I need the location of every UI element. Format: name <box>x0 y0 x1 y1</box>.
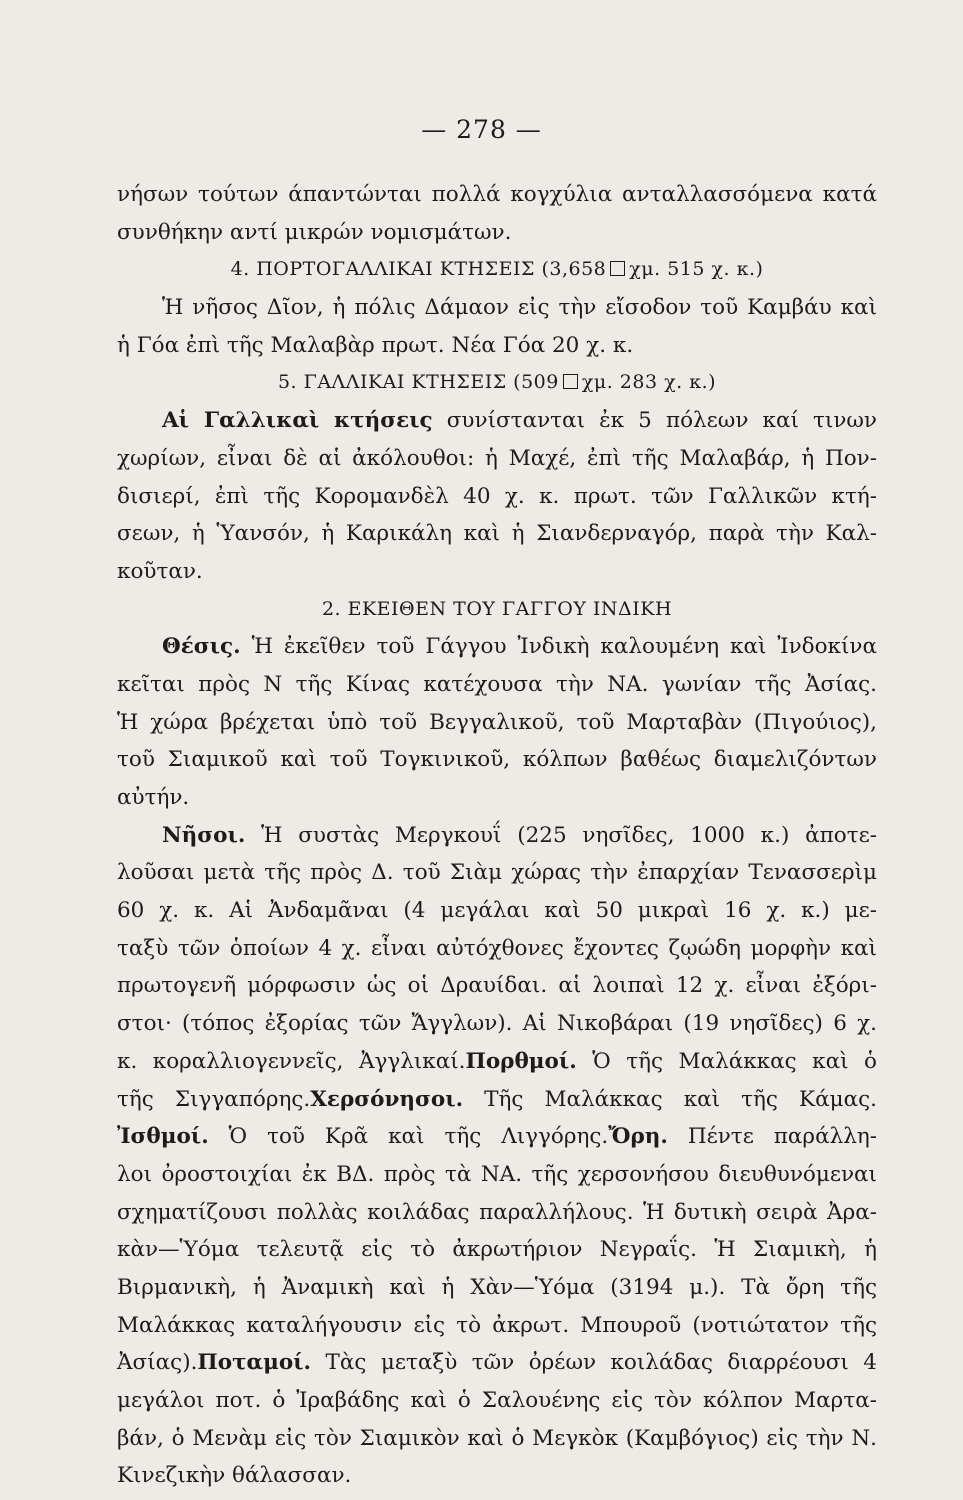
bold-heading: Πορθμοί. <box>465 1048 577 1074</box>
text-line <box>117 1420 877 1458</box>
line-text: Ὁ τοῦ Κρᾶ καὶ τῆς Λιγγόρης. <box>208 1124 609 1150</box>
text-line <box>117 741 877 779</box>
line-text: συνθήκην αντί μικρών νομισμάτων. <box>117 219 512 245</box>
square-symbol-icon <box>563 374 578 389</box>
line-text: Μαλάκκας καταλήγουσιν εἰς τὸ ἀκρωτ. Μπουροῦ (νοτιώτατον τῆς <box>117 1312 877 1338</box>
line-text: ἡ Γόα ἐπὶ τῆς Μαλαβὰρ πρωτ. Νέα Γόα 20 χ. κ. <box>117 332 634 358</box>
line-text: νήσων τούτων άπαντώνται πολλά κογχύλια ανταλλασσόμενα κατά <box>117 182 877 207</box>
body-text <box>117 176 877 1495</box>
page-number: — 278 — <box>421 115 542 144</box>
line-text: κεῖται πρὸς Ν τῆς Κίνας κατέχουσα τὴν ΝΑ. γωνίαν τῆς Ἀσίας. <box>117 671 877 697</box>
text-line <box>117 892 877 930</box>
text-line <box>117 402 877 440</box>
text-line <box>117 666 877 704</box>
line-text: βάν, ὁ Μενὰμ εἰς τὸν Σιαμικὸν καὶ ὁ Μεγκὸκ (Καμβόγιος) εἰς τὴν Ν. <box>117 1425 877 1451</box>
line-text: μεγάλοι ποτ. ὁ Ἰραβάδης καὶ ὁ Σαλουένης εἰς τὸν κόλπον Μαρτα- <box>117 1388 877 1413</box>
text-line <box>117 1344 877 1382</box>
text-line <box>117 1005 877 1043</box>
line-text: δισιερί, ἐπὶ τῆς Κορομανδὲλ 40 χ. κ. πρωτ. τῶν Γαλλικῶν κτή- <box>117 483 877 509</box>
line-text: 5. ΓΑΛΛΙΚΑΙ ΚΤΗΣΕΙΣ (509 <box>277 371 559 394</box>
text-line <box>117 1081 877 1119</box>
line-text: αὐτήν. <box>117 785 190 810</box>
line-text: Ἡ ἐκεῖθεν τοῦ Γάγγου Ἰνδικὴ καλουμένη καὶ Ἰνδοκίνα <box>240 634 877 660</box>
bold-heading: Χερσόνησοι. <box>310 1086 464 1112</box>
line-text: χμ. 515 χ. κ.) <box>629 258 764 281</box>
text-line <box>117 251 877 289</box>
text-line <box>117 967 877 1005</box>
line-text: Ὁ τῆς Μαλάκκας καὶ ὁ <box>576 1048 877 1074</box>
line-text: σεων, ἡ Ὑανσόν, ἡ Καρικάλη καὶ ἡ Σιανδερναγόρ, παρὰ τὴν Καλ- <box>117 521 877 547</box>
line-text: συνίστανται ἐκ 5 πόλεων καί τινων <box>432 408 877 434</box>
text-line <box>117 1194 877 1232</box>
text-line <box>117 854 877 892</box>
text-line <box>117 478 877 516</box>
text-line <box>117 1043 877 1081</box>
line-text: ταξὺ τῶν ὁποίων 4 χ. εἶναι αὐτόχθονες ἔχοντες ζῳώδη μορφὴν καὶ <box>117 935 877 961</box>
line-text: Βιρμανικὴ, ἡ Ἀναμικὴ καὶ ἡ Χὰν—Ὑόμα (3194 μ.). Τὰ ὄρη τῆς <box>117 1274 877 1300</box>
text-line <box>117 1382 877 1420</box>
line-text: Τὰς μεταξὺ τῶν ὀρέων κοιλάδας διαρρέουσι 4 <box>311 1350 877 1376</box>
text-line <box>117 214 877 252</box>
line-text: λοῦσαι μετὰ τῆς πρὸς Δ. τοῦ Σιὰμ χώρας τὴν ἐπαρχίαν Τενασσερὶμ <box>117 860 877 886</box>
text-line <box>117 289 877 327</box>
line-text: τοῦ Σιαμικοῦ καὶ τοῦ Τογκινικοῦ, κόλπων βαθέως διαμελιζόντων <box>117 747 877 773</box>
line-text: 2. ΕΚΕΙΘΕΝ ΤΟΥ ΓΑΓΓΟΥ ΙΝΔΙΚΗ <box>321 597 673 620</box>
line-text: Ἡ νῆσος Δῖον, ἡ πόλις Δάμαον εἰς τὴν εἴσοδον τοῦ Καμβάυ καὶ <box>162 295 877 321</box>
line-text: κὰν—Ὑόμα τελευτᾷ εἰς τὸ ἀκρωτήριον Νεγραΐς. Ἡ Σιαμικὴ, ἡ <box>117 1237 877 1263</box>
text-line <box>117 1118 877 1156</box>
text-line <box>117 515 877 553</box>
text-line <box>117 553 877 591</box>
line-text: κοῦταν. <box>117 558 203 584</box>
text-line <box>117 817 877 855</box>
text-line <box>117 779 877 817</box>
line-text: Ἀσίας). <box>117 1350 198 1376</box>
square-symbol-icon <box>610 261 625 276</box>
line-text: Ἡ συστὰς Μεργκουΐ (225 νησῖδες, 1000 κ.) ἀποτε- <box>245 822 877 848</box>
line-text: σχηματίζουσι πολλὰς κοιλάδας παραλλήλους. Ἡ δυτικὴ σειρὰ Ἀρα- <box>117 1199 877 1225</box>
bold-heading: Ποταμοί. <box>197 1350 312 1376</box>
line-text: κ. κοραλλιογεννεῖς, Ἀγγλικαί. <box>117 1048 466 1074</box>
line-text: στοι· (τόπος ἐξορίας τῶν Ἄγγλων). Αἱ Νικοβάραι (19 νησῖδες) 6 χ. <box>117 1011 877 1037</box>
line-text: Τῆς Μαλάκκας καὶ τῆς Κάμας. <box>463 1086 877 1112</box>
line-text: χωρίων, εἶναι δὲ αἱ ἀκόλουθοι: ἡ Μαχέ, ἐπὶ τῆς Μαλαβάρ, ἡ Πον- <box>117 445 877 471</box>
text-line <box>117 440 877 478</box>
line-text: Πέντε παράλλη- <box>667 1124 877 1150</box>
line-text: Κινεζικὴν θάλασσαν. <box>117 1463 352 1489</box>
text-line <box>117 1231 877 1269</box>
line-text: χμ. 283 χ. κ.) <box>581 371 717 394</box>
text-line <box>117 704 877 742</box>
line-text: 4. ΠΟΡΤΟΓΑΛΛΙΚΑΙ ΚΤΗΣΕΙΣ (3,658 <box>230 258 607 281</box>
text-line <box>117 930 877 968</box>
bold-heading: Ὄρη. <box>608 1124 668 1150</box>
bold-heading: Ἰσθμοί. <box>117 1124 209 1150</box>
bold-heading: Αἱ Γαλλικαὶ κτήσεις <box>162 408 433 434</box>
bold-heading: Θέσις. <box>162 634 241 660</box>
line-text: Ἡ χώρα βρέχεται ὑπὸ τοῦ Βεγγαλικοῦ, τοῦ Μαρταβὰν (Πιγούιος), <box>117 709 877 735</box>
text-line <box>117 327 877 365</box>
text-line <box>117 176 877 214</box>
text-line <box>117 1307 877 1345</box>
text-line <box>117 1269 877 1307</box>
line-text: τῆς Σιγγαπόρης. <box>117 1086 311 1112</box>
line-text: 60 χ. κ. Αἱ Ἀνδαμᾶναι (4 μεγάλαι καὶ 50 μικραὶ 16 χ. κ.) με- <box>117 898 877 924</box>
text-line <box>117 1156 877 1194</box>
text-line <box>117 591 877 629</box>
text-line <box>117 364 877 402</box>
bold-heading: Νῆσοι. <box>162 822 246 848</box>
text-line <box>117 1457 877 1495</box>
text-line <box>117 628 877 666</box>
line-text: λοι ὀροστοιχίαι ἐκ ΒΔ. πρὸς τὰ ΝΑ. τῆς χερσονήσου διευθυνόμεναι <box>117 1161 877 1187</box>
line-text: πρωτογενῆ μόρφωσιν ὡς οἱ Δραυίδαι. αἱ λοιπαὶ 12 χ. εἶναι ἐξόρι- <box>117 973 877 999</box>
